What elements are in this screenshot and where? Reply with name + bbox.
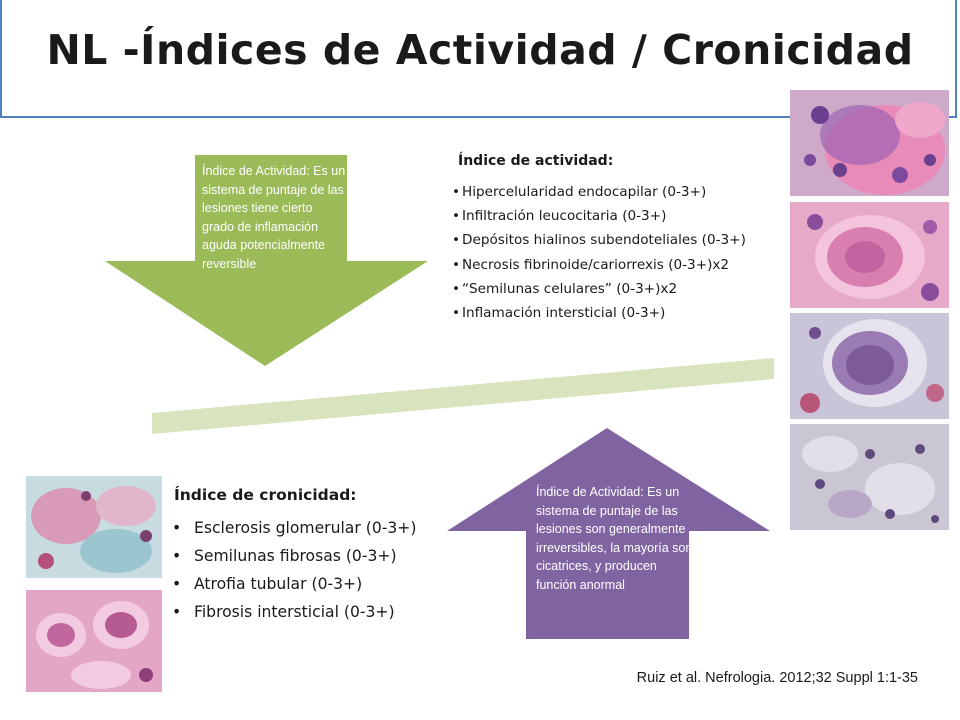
bullet-icon: • <box>452 184 461 200</box>
divider-band <box>152 358 774 434</box>
bullet-icon: • <box>172 603 182 621</box>
citation: Ruiz et al. Nefrologia. 2012;32 Suppl 1:1-35 <box>636 670 918 686</box>
activity-item: • Depósitos hialinos subendoteliales (0-3+) <box>452 228 746 252</box>
histology-image-3 <box>790 313 949 419</box>
histology-image-4 <box>790 424 949 530</box>
histology-image-2 <box>790 202 949 308</box>
chronicity-item: • Esclerosis glomerular (0-3+) <box>172 514 416 542</box>
bullet-icon: • <box>172 547 182 565</box>
up-arrow-text: Índice de Actividad: Es un sistema de puntaje de las lesiones son generalmente irreversibles, la mayoría son cicatrices, y producen función anormal <box>536 485 693 592</box>
activity-index-heading: Índice de actividad: <box>458 153 614 169</box>
chronicity-item: • Fibrosis intersticial (0-3+) <box>172 598 416 626</box>
activity-item: • Hipercelularidad endocapilar (0-3+) <box>452 180 746 204</box>
activity-item: • Infiltración leucocitaria (0-3+) <box>452 204 746 228</box>
bullet-icon: • <box>172 519 182 537</box>
bullet-icon: • <box>452 232 461 249</box>
histology-image-6 <box>26 590 162 692</box>
bullet-icon: • <box>452 208 461 225</box>
bullet-icon: • <box>452 280 461 297</box>
chronicity-index-heading: Índice de cronicidad: <box>174 486 357 504</box>
activity-item: • Inflamación intersticial (0-3+) <box>452 301 746 325</box>
down-arrow-text: Índice de Actividad: Es un sistema de puntaje de las lesiones tiene cierto grado de inflamación aguda potencialmente reversible <box>202 164 346 271</box>
chronicity-item: • Semilunas fibrosas (0-3+) <box>172 542 416 570</box>
bullet-icon: • <box>452 305 461 322</box>
chronicity-item: • Atrofia tubular (0-3+) <box>172 570 416 598</box>
activity-index-list <box>452 180 746 325</box>
histology-image-5 <box>26 476 162 578</box>
histology-image-1 <box>790 90 949 196</box>
slide-title: NL -Índices de Actividad / Cronicidad <box>46 26 914 74</box>
chronicity-index-list <box>172 514 416 626</box>
activity-item: • “Semilunas celulares” (0-3+)x2 <box>452 277 746 301</box>
bullet-icon: • <box>172 575 182 593</box>
bullet-icon: • <box>452 256 461 273</box>
activity-item: • Necrosis fibrinoide/cariorrexis (0-3+)x2 <box>452 253 746 277</box>
